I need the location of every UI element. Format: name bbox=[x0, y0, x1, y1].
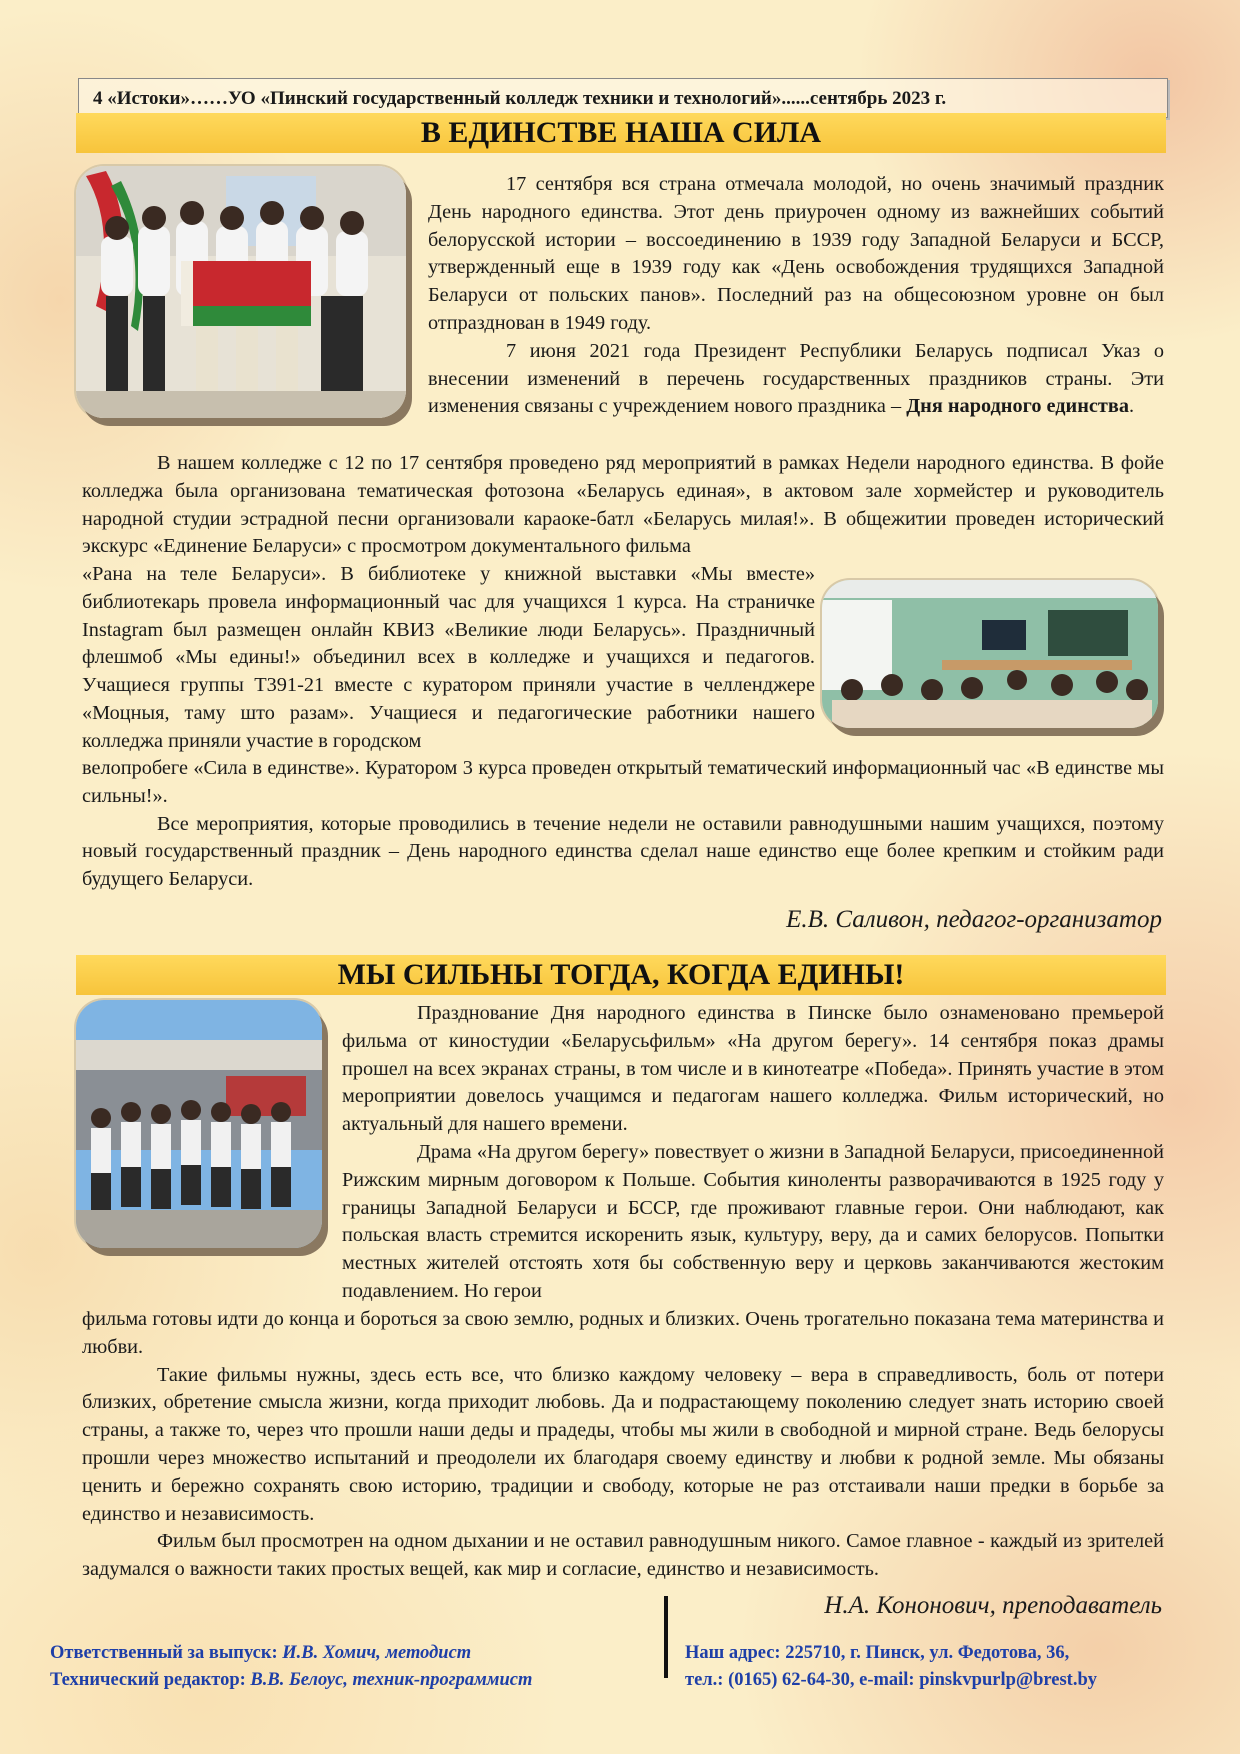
article2-intro bbox=[342, 1000, 1164, 1306]
article1-signature: Е.В. Саливон, педагог-организатор bbox=[786, 906, 1162, 933]
article2-paragraph2a: Драма «На другом берегу» повествует о жизни в Западной Беларуси, присоединенной Рижским мирным договором к Польше. События киноленты разворачиваются в 1925 году у границы Западной Беларуси и БССР, где проживают главные герои. Они наблюдают, как польская власть стремится искоренить язык, культуру, веру, да и самих белорусов. Попытки местных жителей отстоять хотя бы собственную веру и церковь заканчиваются жестоким подавлением. Но герои bbox=[342, 1140, 1164, 1302]
article2-title: МЫ СИЛЬНЫ ТОГДА, КОГДА ЕДИНЫ! bbox=[76, 955, 1166, 995]
article1-title: В ЕДИНСТВЕ НАША СИЛА bbox=[76, 113, 1166, 153]
responsible-name: И.В. Хомич, методист bbox=[282, 1643, 472, 1663]
article2-paragraph2b: фильма готовы идти до конца и бороться за свою землю, родных и близких. Очень трогательно показана тема материнства и любви. bbox=[82, 1308, 1164, 1358]
article1-paragraph4: Все мероприятия, которые проводились в течение недели не оставили равнодушными нашим учащихся, поэтому новый государственный праздник – День народного единства сделал наше единство еще более крепким и стойким ради будущего Беларуси. bbox=[82, 812, 1164, 891]
article1-paragraph1: 17 сентября вся страна отмечала молодой, но очень значимый праздник День народного единства. Этот день приурочен одному из важнейших событий белорусской истории – воссоединению в 1939 году Западной Беларуси и БССР, утвержденный еще в 1939 году как «День освобождения трудящихся Западной Беларуси от польских панов». Последний раз на общесоюзном уровне он был отпразднован в 1949 году. bbox=[428, 173, 1164, 334]
paragraph2-bold: Дня народного единства bbox=[906, 395, 1129, 418]
footer-responsible bbox=[50, 1640, 532, 1667]
article2-paragraph1: Празднование Дня народного единства в Пинске было ознаменовано премьерой фильма от киностудии «Беларусьфильм» «На другом берегу». 14 сентября показ драмы прошел на всех экранах страны, в том числе и в кинотеатре «Победа». Принять участие в этом мероприятии довелось учащимся и педагогам нашего колледжа. Фильм исторический, но актуальный для нашего времени. bbox=[342, 1002, 1164, 1136]
article1-paragraph3a: В нашем колледже с 12 по 17 сентября проведено ряд мероприятий в рамках Недели народного единства. В фойе колледжа была организована тематическая фотозона «Беларусь единая», в актовом зале хормейстер и руководитель народной студии эстрадной песни организовали караоке-батл «Беларусь милая!». В общежитии проведен исторический экскурс «Единение Беларуси» с просмотром документального фильма bbox=[82, 452, 1164, 558]
classroom-photo bbox=[822, 580, 1158, 728]
footer-credits bbox=[50, 1640, 532, 1694]
page-header: 4 «Истоки»……УО «Пинский государственный колледж техники и технологий»......сентябрь 2023 г. bbox=[78, 78, 1168, 118]
article1-intro bbox=[428, 171, 1164, 421]
article1-paragraph3a-block bbox=[82, 450, 1164, 561]
editor-name: В.В. Белоус, техник-программист bbox=[250, 1670, 533, 1690]
paragraph2-end: . bbox=[1128, 395, 1135, 418]
footer-contacts bbox=[685, 1640, 1097, 1694]
cinema-group-photo bbox=[76, 1000, 322, 1248]
article1-paragraph3c: велопробеге «Сила в единстве». Куратором 3 курса проведен открытый тематический информационный час «В единстве мы сильны!». bbox=[82, 757, 1164, 807]
footer-address: Наш адрес: 225710, г. Пинск, ул. Федотова, 36, bbox=[685, 1643, 1070, 1663]
article1-closing bbox=[82, 755, 1164, 894]
footer-phone-email: тел.: (0165) 62-64-30, e-mail: pinskvpurlp@brest.by bbox=[685, 1670, 1097, 1690]
article1-paragraph3b-block bbox=[82, 561, 815, 756]
article2-paragraph4: Фильм был просмотрен на одном дыхании и не оставил равнодушным никого. Самое главное - каждый из зрителей задумался о важности таких простых вещей, как мир и согласие, единство и независимость. bbox=[82, 1530, 1164, 1581]
article1-paragraph3b: «Рана на теле Беларуси». В библиотеке у книжной выставки «Мы вместе» библиотекарь провела информационный час для учащихся 1 курса. На страничке Instagram был размещен онлайн КВИЗ «Великие люди Беларусь». Праздничный флешмоб «Мы едины!» объединил всех в колледже и учащихся и педагогов. Учащиеся группы Т391-21 вместе с куратором приняли участие в челленджере «Моцныя, таму што разам». Учащиеся и педагогические работники нашего колледжа приняли участие в городском bbox=[82, 563, 815, 752]
responsible-label: Ответственный за выпуск: bbox=[50, 1643, 283, 1663]
article2-closing bbox=[82, 1306, 1164, 1584]
footer-editor bbox=[50, 1667, 532, 1694]
editor-label: Технический редактор: bbox=[50, 1670, 251, 1690]
article2-signature: Н.А. Кононович, преподаватель bbox=[824, 1592, 1162, 1619]
footer-divider bbox=[664, 1596, 668, 1678]
paragraph2-start: 7 июня 2021 года Президент Республики Беларусь подписал Указ о внесении изменений в перечень государственных праздников страны. Эти изменения связаны с учреждением нового праздника – bbox=[428, 339, 1164, 418]
group-photo-with-flag bbox=[76, 166, 406, 418]
article2-paragraph3: Такие фильмы нужны, здесь есть все, что близко каждому человеку – вера в справедливость, боль от потери близких, обретение смысла жизни, когда приходит любовь. Да и подрастающему поколению следует знать историю своей страны, а также то, через что прошли наши деды и прадеды, чтобы мы жили в свободной и мирной стране. Ведь белорусы прошли через множество испытаний и преодолели их благодаря своему единству и любви к родной земле. Мы обязаны ценить и бережно сохранять свою историю, традиции и свободу, которые не раз отстаивали наши предки в борьбе за единство и независимость. bbox=[82, 1363, 1164, 1525]
article1-paragraph2 bbox=[428, 338, 1164, 421]
